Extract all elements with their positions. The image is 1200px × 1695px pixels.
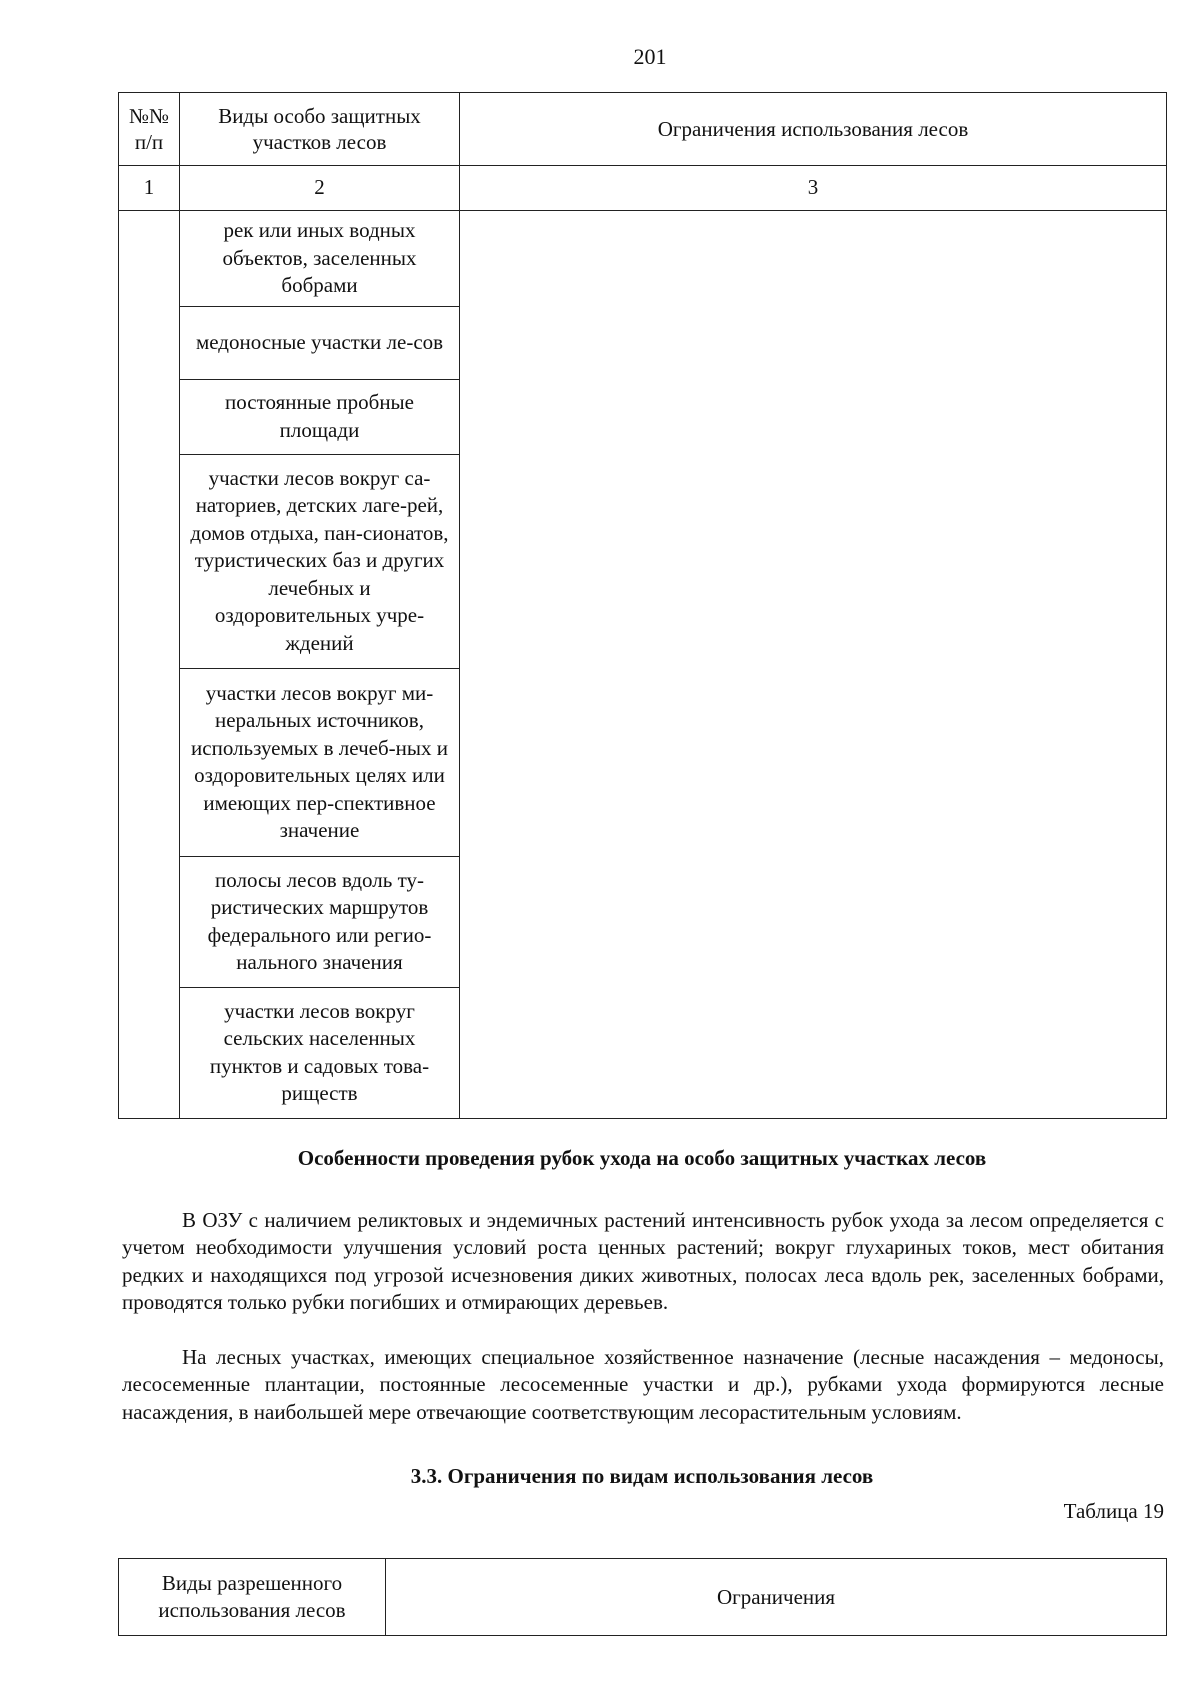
forest-restrictions-table <box>118 92 1167 1119</box>
section-heading: Особенности проведения рубок ухода на особо защитных участках лесов <box>297 1146 987 1170</box>
header-usage-restrictions: Ограничения <box>386 1559 1167 1636</box>
kind-cell: рек или иных водных объектов, заселенных бобрами <box>180 211 460 307</box>
column-number-row <box>119 166 1167 211</box>
column-number-1: 1 <box>119 166 180 211</box>
header-usage-kind: Виды разрешенного использования лесов <box>119 1559 386 1636</box>
column-number-2: 2 <box>180 166 460 211</box>
kind-cell: участки лесов вокруг са-наториев, детских лаге-рей, домов отдыха, пан-сионатов, туристических баз и других лечебных и оздоровительных учре-ждений <box>180 454 460 668</box>
column-number-3: 3 <box>460 166 1167 211</box>
kind-cell: участки лесов вокруг ми-неральных источников, используемых в лечеб-ных и оздоровительных целях или имеющих пер-спективное значение <box>180 668 460 856</box>
kind-cell: полосы лесов вдоль ту-ристических маршрутов федерального или регио-нального значения <box>180 856 460 987</box>
header-kind: Виды особо защитных участков лесов <box>180 93 460 166</box>
kind-cell: медоносные участки ле-сов <box>180 306 460 379</box>
table-header-row <box>119 1559 1167 1636</box>
kind-cell: участки лесов вокруг сельских населенных пунктов и садовых това-риществ <box>180 987 460 1118</box>
usage-restrictions-table <box>118 1558 1167 1636</box>
body-paragraph: На лесных участках, имеющих специальное хозяйственное назначение (лесные насаждения – медоносы, лесосеменные плантации, постоянные лесосеменные участки и др.), рубками ухода формируются лесные насаждения, в наибольшей мере отвечающие соответствующим лесорастительным условиям. <box>122 1345 1164 1424</box>
header-num: №№ п/п <box>119 93 180 166</box>
table-row <box>119 211 1167 307</box>
body-paragraph: В ОЗУ с наличием реликтовых и эндемичных растений интенсивность рубок ухода за лесом определяется с учетом необходимости улучшения условий роста ценных растений; вокруг глухариных токов, мест обитания редких и находящихся под угрозой исчезновения диких животных, полосах леса вдоль рек, заселенных бобрами, проводятся только рубки погибших и отмирающих деревьев. <box>122 1208 1164 1315</box>
table-header-row <box>119 93 1167 166</box>
header-restrictions: Ограничения использования лесов <box>460 93 1167 166</box>
section-heading-3-3: 3.3. Ограничения по видам использования лесов <box>410 1464 874 1488</box>
table-label: Таблица 19 <box>1063 1499 1164 1523</box>
num-cell <box>119 211 180 1119</box>
restrictions-cell <box>460 211 1167 1119</box>
kind-cell: постоянные пробные площади <box>180 379 460 454</box>
page-number: 201 <box>633 44 667 69</box>
